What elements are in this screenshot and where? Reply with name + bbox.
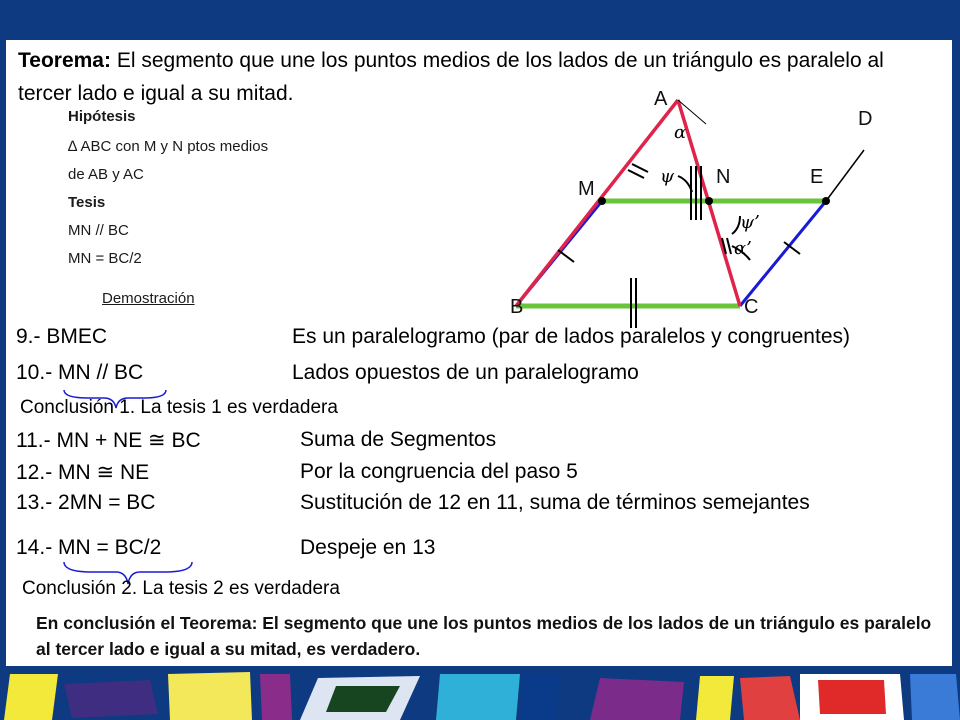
point-a-label: A [654,88,668,110]
decorative-footer [0,668,960,720]
step-12-reason: Por la congruencia del paso 5 [300,460,578,483]
conclusion-2: Conclusión 2. La tesis 2 es verdadera [22,578,340,599]
thesis-line-1: MN // BC [68,222,129,239]
point-n-label: N [716,166,731,188]
step-11-label: 11.- MN + NE ≅ BC [16,429,201,452]
thesis-line-2: MN = BC/2 [68,250,142,267]
step-9-reason: Es un paralelogramo (par de lados paralelos y congruentes) [292,325,850,348]
point-d-label: D [858,108,873,130]
point-e-dot [822,197,830,205]
theorem-text: El segmento que une los puntos medios de los lados de un triángulo es paralelo al tercer lado e igual a su mitad. [18,49,884,105]
point-n-dot [705,197,713,205]
step-11-reason: Suma de Segmentos [300,428,497,451]
angle-alpha-label: α [674,122,687,143]
hypothesis-title: Hipótesis [68,108,136,125]
thesis-title: Tesis [68,194,106,211]
segment-ed [826,150,864,201]
hypothesis-line-1: ∆ ABC con M y N ptos medios [68,138,269,155]
step-13-label: 13.- 2MN = BC [16,491,156,514]
step-10-label: 10.- MN // BC [16,361,144,384]
step-14-reason: Despeje en 13 [300,536,436,559]
point-c-label: C [744,296,759,318]
step-9-label: 9.- BMEC [16,325,108,348]
theorem-label: Teorema: [18,49,111,72]
slide-content [6,40,952,666]
step-10-reason: Lados opuestos de un paralelogramo [292,361,639,384]
step-12-label: 12.- MN ≅ NE [16,461,150,484]
point-m-dot [598,197,606,205]
step-14-label: 14.- MN = BC/2 [16,536,162,559]
angle-alpha-prime-label: α’ [734,238,752,259]
conclusion-1: Conclusión 1. La tesis 1 es verdadera [20,397,338,418]
final-conclusion: En conclusión el Teorema: El segmento que une los puntos medios de los lados de un triángulo es paralelo al tercer lado e igual a su mitad, es verdadero. [36,613,932,659]
hypothesis-line-2: de AB y AC [68,166,144,183]
angle-psi-prime-label: ψ’ [740,212,760,233]
angle-psi-label: ψ [660,166,675,187]
point-m-label: M [578,178,595,200]
point-e-label: E [810,166,824,188]
step-13-reason: Sustitución de 12 en 11, suma de términos semejantes [300,491,810,514]
demonstration-label: Demostración [102,290,195,307]
point-b-label: B [510,296,524,318]
